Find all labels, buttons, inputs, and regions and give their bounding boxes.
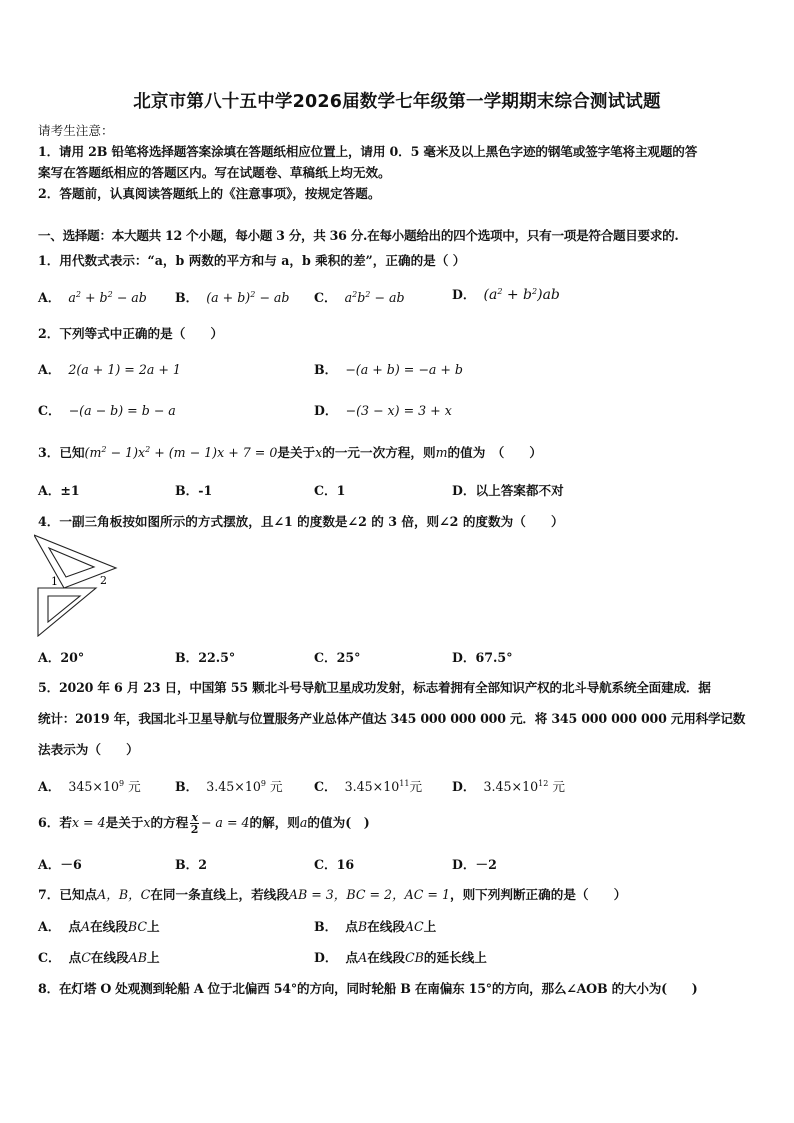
q3-option-b[interactable]: B．-1	[175, 483, 213, 498]
q3-option-c[interactable]: C．1	[314, 483, 346, 498]
q7-option-a[interactable]: A． 点A在线段BC上	[38, 919, 160, 934]
question-5-stem-a: 5．2020 年 6 月 23 日，中国第 55 颗北斗号导航卫星成功发射，标志着拥有全部知识产权的北斗导航系统全面建成．据	[38, 680, 711, 695]
notice-item-1a: 1．请用 2B 铅笔将选择题答案涂填在答题纸相应位置上，请用 0．5 毫米及以上黑色字迹的钢笔或签字笔将主观题的答	[38, 144, 698, 159]
q2-option-a[interactable]: A． 2(a + 1) = 2a + 1	[38, 362, 181, 377]
q6-option-c[interactable]: C．16	[314, 857, 355, 872]
angle-2-label: 2	[100, 574, 107, 587]
q6-option-b[interactable]: B．2	[175, 857, 208, 872]
q3-option-d[interactable]: D．以上答案都不对	[452, 483, 564, 498]
triangle-rulers-figure	[34, 530, 124, 640]
question-1-stem: 1．用代数式表示：“a，b 两数的平方和与 a，b 乘积的差”，正确的是（ ）	[38, 253, 466, 268]
q5-option-b[interactable]: B． $3.45\times 10^9$ 元	[175, 779, 283, 794]
q5-option-d[interactable]: D． $3.45\times 10^{12}$ 元	[452, 779, 565, 794]
question-8-stem: 8．在灯塔 O 处观测到轮船 A 位于北偏西 54°的方向，同时轮船 B 在南偏东 15°的方向，那么∠AOB 的大小为( )	[38, 981, 698, 996]
q2-option-b[interactable]: B． −(a + b) = −a + b	[314, 362, 463, 377]
q1-option-c[interactable]: C． $a^2b^2$ − ab	[314, 290, 405, 305]
q1-option-d[interactable]: D． $(a^2 + b^2)ab$	[452, 287, 560, 303]
q1-option-a[interactable]: A． $a^2 + b^2$ − ab	[38, 290, 147, 305]
angle-1-label: 1	[51, 575, 58, 588]
q5-option-a[interactable]: A． $345\times 10^9$ 元	[38, 779, 141, 794]
lower-triangle-ruler	[38, 588, 96, 636]
question-7-stem: 7．已知点A，B，C在同一条直线上，若线段AB = 3，BC = 2，AC = 1，则下列判断正确的是（ ）	[38, 887, 627, 902]
notice-item-2: 2．答题前，认真阅读答题纸上的《注意事项》，按规定答题。	[38, 186, 381, 201]
q1-option-b[interactable]: B． $(a + b)^2$ − ab	[175, 290, 290, 305]
q4-option-b[interactable]: B．22.5°	[175, 650, 236, 665]
q6-option-d[interactable]: D．－2	[452, 857, 497, 872]
q4-option-a[interactable]: A．20°	[38, 650, 85, 665]
question-4-stem: 4．一副三角板按如图所示的方式摆放，且∠1 的度数是∠2 的 3 倍，则∠2 的度数为（ ）	[38, 514, 564, 529]
question-6-stem: 6．若x = 4是关于x的方程 $\frac{x}{2}$ − a = 4的解，则a的值为( )	[38, 811, 370, 836]
question-5-stem-b: 统计：2019 年，我国北斗卫星导航与位置服务产业总体产值达 345 000 000 000 元．将 345 000 000 000 元用科学记数	[38, 711, 746, 726]
q2-option-c[interactable]: C． −(a − b) = b − a	[38, 403, 176, 418]
lower-triangle-inner	[48, 596, 80, 622]
q3-option-a[interactable]: A．±1	[38, 483, 80, 498]
q5-option-c[interactable]: C． $3.45\times 10^{11}$元	[314, 779, 423, 794]
q7-option-b[interactable]: B． 点B在线段AC上	[314, 919, 437, 934]
q6-option-a[interactable]: A．－6	[38, 857, 82, 872]
notice-item-1b: 案写在答题纸相应的答题区内。写在试题卷、草稿纸上均无效。	[38, 165, 391, 180]
q7-option-c[interactable]: C． 点C在线段AB上	[38, 950, 160, 965]
notice-heading: 请考生注意：	[38, 123, 114, 138]
q2-option-d[interactable]: D． −(3 − x) = 3 + x	[314, 403, 452, 418]
page-title: 北京市第八十五中学2026届数学七年级第一学期期末综合测试试题	[133, 92, 661, 112]
question-5-stem-c: 法表示为（ ）	[38, 742, 139, 757]
section-heading: 一、选择题：本大题共 12 个小题，每小题 3 分，共 36 分.在每小题给出的四个选项中，只有一项是符合题目要求的.	[38, 228, 679, 243]
q7-option-d[interactable]: D． 点A在线段CB的延长线上	[314, 950, 487, 965]
question-2-stem: 2．下列等式中正确的是（ ）	[38, 326, 224, 341]
q4-option-d[interactable]: D．67.5°	[452, 650, 513, 665]
question-3-stem: 3．已知$(m^2 - 1)x^2 + (m - 1)x + 7 = 0$是关于x的一元一次方程，则m的值为 （ ）	[38, 445, 542, 460]
q4-option-c[interactable]: C．25°	[314, 650, 361, 665]
